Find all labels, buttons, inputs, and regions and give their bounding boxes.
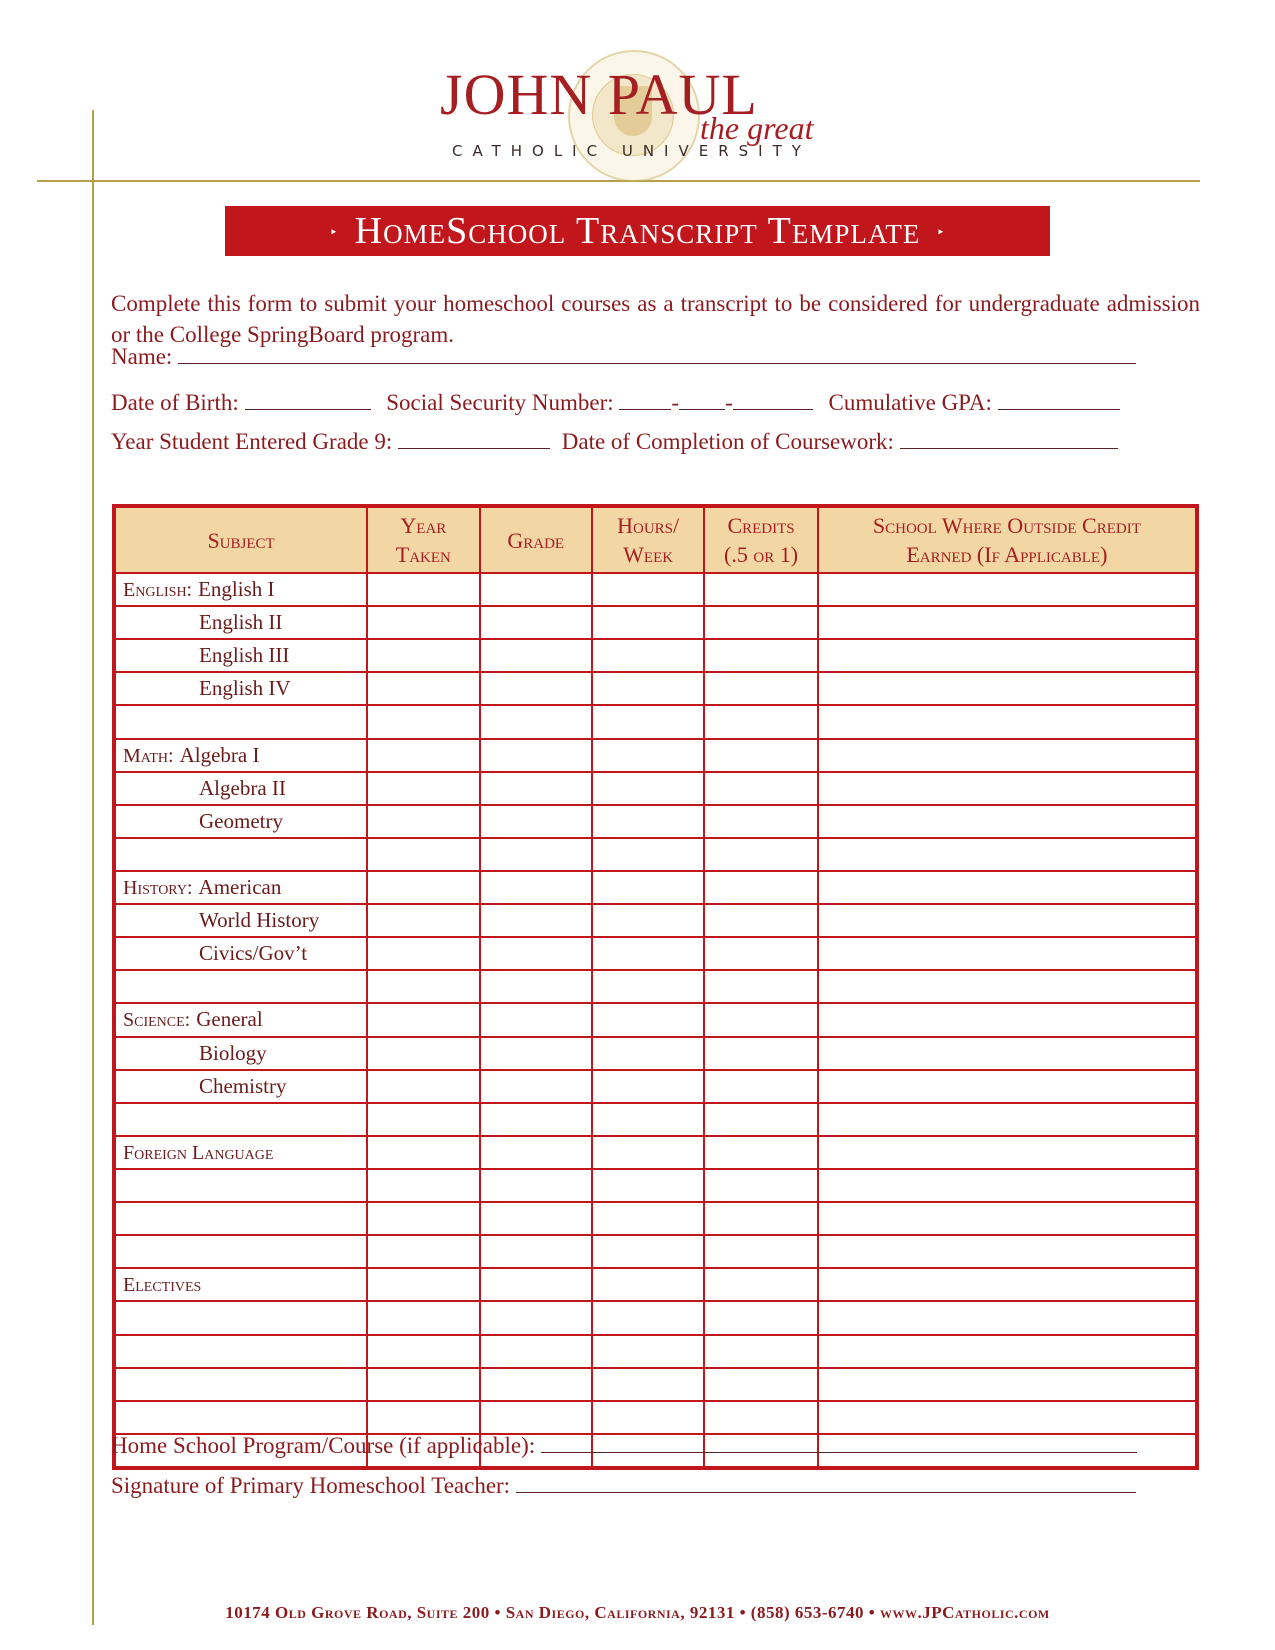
credits-cell[interactable] bbox=[704, 871, 817, 904]
grade-cell[interactable] bbox=[480, 871, 592, 904]
outside-credit-cell[interactable] bbox=[818, 672, 1197, 705]
grade-cell[interactable] bbox=[480, 805, 592, 838]
table-row bbox=[114, 705, 1197, 738]
ssn-field-1[interactable] bbox=[619, 389, 671, 410]
subject-cell[interactable] bbox=[114, 1268, 367, 1301]
year-taken-cell[interactable] bbox=[367, 639, 479, 672]
name-row bbox=[111, 343, 1136, 370]
credits-cell[interactable] bbox=[704, 1235, 817, 1268]
subject-cell[interactable] bbox=[114, 1235, 367, 1268]
subject-cell[interactable] bbox=[114, 1003, 367, 1036]
credits-cell[interactable] bbox=[704, 739, 817, 772]
year-taken-cell[interactable] bbox=[367, 838, 479, 871]
course-name: Civics/Gov’t bbox=[199, 941, 308, 966]
grade-cell[interactable] bbox=[480, 1070, 592, 1103]
hours-week-cell[interactable] bbox=[592, 1070, 704, 1103]
table-row bbox=[114, 805, 1197, 838]
credits-cell[interactable] bbox=[704, 937, 817, 970]
subject-cell[interactable] bbox=[114, 970, 367, 1003]
grade-cell[interactable] bbox=[480, 1335, 592, 1368]
completion-field[interactable] bbox=[900, 428, 1118, 449]
outside-credit-header: School Where Outside Credit Earned (If Applicable) bbox=[818, 506, 1197, 573]
year-taken-cell[interactable] bbox=[367, 772, 479, 805]
credits-cell[interactable] bbox=[704, 1202, 817, 1235]
credits-cell[interactable] bbox=[704, 904, 817, 937]
table-row bbox=[114, 970, 1197, 1003]
hours-week-cell[interactable] bbox=[592, 705, 704, 738]
hours-week-cell[interactable] bbox=[592, 871, 704, 904]
grade-cell[interactable] bbox=[480, 1103, 592, 1136]
course-name: English III bbox=[199, 643, 290, 668]
gpa-field[interactable] bbox=[998, 389, 1120, 410]
outside-credit-cell[interactable] bbox=[818, 639, 1197, 672]
credits-cell[interactable] bbox=[704, 1003, 817, 1036]
hours-week-cell[interactable] bbox=[592, 739, 704, 772]
outside-credit-cell[interactable] bbox=[818, 1169, 1197, 1202]
dob-label: Date of Birth: bbox=[111, 390, 239, 415]
year-taken-cell[interactable] bbox=[367, 1003, 479, 1036]
year-taken-header: Year Taken bbox=[367, 506, 479, 573]
completion-label: Date of Completion of Coursework: bbox=[561, 429, 894, 454]
outside-credit-cell[interactable] bbox=[818, 970, 1197, 1003]
gpa-label: Cumulative GPA: bbox=[828, 390, 992, 415]
subject-cell[interactable] bbox=[114, 871, 367, 904]
grade-cell[interactable] bbox=[480, 1136, 592, 1169]
outside-credit-cell[interactable] bbox=[818, 1235, 1197, 1268]
credits-cell[interactable] bbox=[704, 1268, 817, 1301]
grade9-row bbox=[111, 428, 1118, 455]
hours-week-cell[interactable] bbox=[592, 838, 704, 871]
subject-cell[interactable] bbox=[114, 1335, 367, 1368]
table-header-row bbox=[114, 506, 1197, 573]
gold-vertical-rule bbox=[92, 110, 94, 1625]
course-name: English IV bbox=[199, 676, 291, 701]
credits-cell[interactable] bbox=[704, 672, 817, 705]
year-taken-cell[interactable] bbox=[367, 1169, 479, 1202]
hours-week-cell[interactable] bbox=[592, 1103, 704, 1136]
ssn-field-3[interactable] bbox=[733, 389, 813, 410]
subject-cell[interactable] bbox=[114, 1070, 367, 1103]
outside-credit-cell[interactable] bbox=[818, 805, 1197, 838]
outside-credit-cell[interactable] bbox=[818, 1037, 1197, 1070]
subject-cell[interactable] bbox=[114, 1301, 367, 1334]
signature-field[interactable] bbox=[516, 1472, 1136, 1493]
credits-cell[interactable] bbox=[704, 838, 817, 871]
table-row bbox=[114, 1070, 1197, 1103]
year-taken-cell[interactable] bbox=[367, 805, 479, 838]
logo-main-text: JOHN PAUL bbox=[440, 62, 758, 127]
year-taken-cell[interactable] bbox=[367, 937, 479, 970]
program-field[interactable] bbox=[541, 1432, 1137, 1453]
subject-cell[interactable] bbox=[114, 705, 367, 738]
grade-cell[interactable] bbox=[480, 838, 592, 871]
ornament-right: ‣ bbox=[936, 226, 946, 242]
year-taken-cell[interactable] bbox=[367, 705, 479, 738]
course-name: World History bbox=[199, 908, 320, 933]
subject-cell[interactable] bbox=[114, 838, 367, 871]
table-row bbox=[114, 1003, 1197, 1036]
course-name: American bbox=[198, 875, 282, 900]
subject-cell[interactable] bbox=[114, 1037, 367, 1070]
credits-cell[interactable] bbox=[704, 573, 817, 606]
subject-category: Math: bbox=[123, 744, 174, 767]
grade-cell[interactable] bbox=[480, 573, 592, 606]
hours-week-cell[interactable] bbox=[592, 937, 704, 970]
table-row bbox=[114, 1103, 1197, 1136]
hours-week-cell[interactable] bbox=[592, 772, 704, 805]
credits-cell[interactable] bbox=[704, 1169, 817, 1202]
hours-week-header: Hours/ Week bbox=[592, 506, 704, 573]
hours-week-cell[interactable] bbox=[592, 1368, 704, 1401]
subject-category: Science: bbox=[123, 1009, 191, 1032]
year-taken-cell[interactable] bbox=[367, 1136, 479, 1169]
outside-credit-cell[interactable] bbox=[818, 937, 1197, 970]
year-taken-cell[interactable] bbox=[367, 1103, 479, 1136]
outside-credit-cell[interactable] bbox=[818, 1103, 1197, 1136]
table-row bbox=[114, 672, 1197, 705]
table-row bbox=[114, 1401, 1197, 1434]
table-row bbox=[114, 871, 1197, 904]
hours-week-cell[interactable] bbox=[592, 1003, 704, 1036]
table-row bbox=[114, 573, 1197, 606]
hours-week-cell[interactable] bbox=[592, 639, 704, 672]
hours-week-cell[interactable] bbox=[592, 904, 704, 937]
credits-header: Credits (.5 or 1) bbox=[704, 506, 817, 573]
course-name: Chemistry bbox=[199, 1073, 287, 1098]
year-taken-cell[interactable] bbox=[367, 1070, 479, 1103]
grade-cell[interactable] bbox=[480, 772, 592, 805]
grade-cell[interactable] bbox=[480, 1037, 592, 1070]
table-row bbox=[114, 1268, 1197, 1301]
table-row bbox=[114, 772, 1197, 805]
intro-paragraph: Complete this form to submit your homeschool courses as a transcript to be considered for undergraduate admission or the College SpringBoard program. bbox=[111, 291, 1200, 347]
table-row bbox=[114, 1136, 1197, 1169]
hours-week-cell[interactable] bbox=[592, 970, 704, 1003]
credits-cell[interactable] bbox=[704, 1136, 817, 1169]
course-name: English I bbox=[198, 577, 275, 602]
hours-week-cell[interactable] bbox=[592, 1401, 704, 1434]
subject-cell[interactable] bbox=[114, 1136, 367, 1169]
table-row bbox=[114, 937, 1197, 970]
subject-category: Electives bbox=[123, 1274, 202, 1297]
table-row bbox=[114, 1037, 1197, 1070]
grade-cell[interactable] bbox=[480, 705, 592, 738]
grade-cell[interactable] bbox=[480, 937, 592, 970]
year-taken-cell[interactable] bbox=[367, 573, 479, 606]
credits-cell[interactable] bbox=[704, 1037, 817, 1070]
ssn-separator-1: - bbox=[671, 390, 680, 415]
table-row bbox=[114, 606, 1197, 639]
year-taken-cell[interactable] bbox=[367, 871, 479, 904]
program-label: Home School Program/Course (if applicable): bbox=[111, 1433, 536, 1458]
grade-cell[interactable] bbox=[480, 1003, 592, 1036]
title-banner bbox=[225, 206, 1050, 256]
grade-cell[interactable] bbox=[480, 904, 592, 937]
grade-cell[interactable] bbox=[480, 1268, 592, 1301]
credits-cell[interactable] bbox=[704, 1103, 817, 1136]
program-row bbox=[111, 1432, 1137, 1459]
course-name: Algebra I bbox=[179, 742, 260, 767]
grade9-label: Year Student Entered Grade 9: bbox=[111, 429, 393, 454]
subject-category: English: bbox=[123, 579, 193, 602]
table-row bbox=[114, 1368, 1197, 1401]
subject-cell[interactable] bbox=[114, 805, 367, 838]
name-field[interactable] bbox=[178, 343, 1136, 364]
table-row bbox=[114, 1202, 1197, 1235]
outside-credit-cell[interactable] bbox=[818, 1136, 1197, 1169]
subject-cell[interactable] bbox=[114, 772, 367, 805]
credits-cell[interactable] bbox=[704, 1335, 817, 1368]
outside-credit-cell[interactable] bbox=[818, 705, 1197, 738]
grade-cell[interactable] bbox=[480, 1169, 592, 1202]
ssn-label: Social Security Number: bbox=[386, 390, 614, 415]
subject-cell[interactable] bbox=[114, 1368, 367, 1401]
name-label: Name: bbox=[111, 344, 173, 369]
page-title: HomeSchool Transcript Template bbox=[354, 210, 921, 252]
credits-cell[interactable] bbox=[704, 805, 817, 838]
credits-cell[interactable] bbox=[704, 1070, 817, 1103]
hours-week-cell[interactable] bbox=[592, 1301, 704, 1334]
address-footer: 10174 Old Grove Road, Suite 200 • San Diego, California, 92131 • (858) 653-6740 • www.JPCatholic.com bbox=[225, 1603, 1050, 1622]
outside-credit-cell[interactable] bbox=[818, 573, 1197, 606]
ssn-separator-2: - bbox=[725, 390, 733, 415]
year-taken-cell[interactable] bbox=[367, 1368, 479, 1401]
outside-credit-cell[interactable] bbox=[818, 1401, 1197, 1434]
credits-cell[interactable] bbox=[704, 1368, 817, 1401]
table-row bbox=[114, 1235, 1197, 1268]
table-row bbox=[114, 838, 1197, 871]
grade-cell[interactable] bbox=[480, 739, 592, 772]
subject-category: History: bbox=[123, 877, 193, 900]
ornament-left: ‣ bbox=[329, 226, 339, 242]
subject-cell[interactable] bbox=[114, 1103, 367, 1136]
credits-cell[interactable] bbox=[704, 606, 817, 639]
hours-week-cell[interactable] bbox=[592, 672, 704, 705]
ssn-field-2[interactable] bbox=[679, 389, 725, 410]
subject-cell[interactable] bbox=[114, 606, 367, 639]
subject-cell[interactable] bbox=[114, 639, 367, 672]
grade9-field[interactable] bbox=[398, 428, 550, 449]
course-name: Geometry bbox=[199, 808, 283, 833]
subject-cell[interactable] bbox=[114, 672, 367, 705]
credits-cell[interactable] bbox=[704, 1401, 817, 1434]
subject-cell[interactable] bbox=[114, 1202, 367, 1235]
subject-cell[interactable] bbox=[114, 573, 367, 606]
transcript-table bbox=[112, 504, 1199, 1470]
hours-week-cell[interactable] bbox=[592, 805, 704, 838]
credits-cell[interactable] bbox=[704, 772, 817, 805]
hours-week-cell[interactable] bbox=[592, 1268, 704, 1301]
outside-credit-cell[interactable] bbox=[818, 838, 1197, 871]
hours-week-cell[interactable] bbox=[592, 1202, 704, 1235]
subject-cell[interactable] bbox=[114, 904, 367, 937]
outside-credit-cell[interactable] bbox=[818, 1335, 1197, 1368]
hours-week-cell[interactable] bbox=[592, 606, 704, 639]
credits-cell[interactable] bbox=[704, 1301, 817, 1334]
year-taken-cell[interactable] bbox=[367, 1301, 479, 1334]
year-taken-cell[interactable] bbox=[367, 1268, 479, 1301]
outside-credit-cell[interactable] bbox=[818, 1268, 1197, 1301]
year-taken-cell[interactable] bbox=[367, 904, 479, 937]
outside-credit-cell[interactable] bbox=[818, 739, 1197, 772]
signature-row bbox=[111, 1472, 1136, 1499]
year-taken-cell[interactable] bbox=[367, 672, 479, 705]
outside-credit-cell[interactable] bbox=[818, 772, 1197, 805]
hours-week-cell[interactable] bbox=[592, 573, 704, 606]
hours-week-cell[interactable] bbox=[592, 1037, 704, 1070]
credits-cell[interactable] bbox=[704, 970, 817, 1003]
table-row bbox=[114, 904, 1197, 937]
transcript-table-body bbox=[114, 573, 1197, 1468]
year-taken-cell[interactable] bbox=[367, 1202, 479, 1235]
subject-category: Foreign Language bbox=[123, 1141, 274, 1164]
hours-week-cell[interactable] bbox=[592, 1235, 704, 1268]
grade-cell[interactable] bbox=[480, 606, 592, 639]
grade-cell[interactable] bbox=[480, 970, 592, 1003]
credits-cell[interactable] bbox=[704, 705, 817, 738]
grade-cell[interactable] bbox=[480, 672, 592, 705]
outside-credit-cell[interactable] bbox=[818, 1301, 1197, 1334]
subject-cell[interactable] bbox=[114, 739, 367, 772]
grade-cell[interactable] bbox=[480, 1368, 592, 1401]
outside-credit-cell[interactable] bbox=[818, 1003, 1197, 1036]
year-taken-cell[interactable] bbox=[367, 1235, 479, 1268]
outside-credit-cell[interactable] bbox=[818, 1368, 1197, 1401]
course-name: English II bbox=[199, 610, 283, 635]
year-taken-cell[interactable] bbox=[367, 606, 479, 639]
year-taken-cell[interactable] bbox=[367, 1401, 479, 1434]
subject-cell[interactable] bbox=[114, 1169, 367, 1202]
year-taken-cell[interactable] bbox=[367, 1037, 479, 1070]
course-name: Algebra II bbox=[199, 775, 286, 800]
outside-credit-cell[interactable] bbox=[818, 904, 1197, 937]
logo-script-text: the great bbox=[700, 110, 814, 146]
table-row bbox=[114, 1169, 1197, 1202]
hours-week-cell[interactable] bbox=[592, 1335, 704, 1368]
outside-credit-cell[interactable] bbox=[818, 871, 1197, 904]
hours-week-cell[interactable] bbox=[592, 1136, 704, 1169]
grade-cell[interactable] bbox=[480, 1202, 592, 1235]
grade-cell[interactable] bbox=[480, 1301, 592, 1334]
grade-cell[interactable] bbox=[480, 1401, 592, 1434]
table-row bbox=[114, 1301, 1197, 1334]
grade-cell[interactable] bbox=[480, 1235, 592, 1268]
grade-cell[interactable] bbox=[480, 639, 592, 672]
credits-cell[interactable] bbox=[704, 639, 817, 672]
outside-credit-cell[interactable] bbox=[818, 606, 1197, 639]
signature-label: Signature of Primary Homeschool Teacher: bbox=[111, 1473, 511, 1498]
grade-header: Grade bbox=[480, 506, 592, 573]
outside-credit-cell[interactable] bbox=[818, 1070, 1197, 1103]
year-taken-cell[interactable] bbox=[367, 739, 479, 772]
course-name: Biology bbox=[199, 1040, 267, 1065]
dob-row bbox=[111, 389, 1120, 416]
subject-cell[interactable] bbox=[114, 1401, 367, 1434]
table-row bbox=[114, 739, 1197, 772]
year-taken-cell[interactable] bbox=[367, 1335, 479, 1368]
logo-subtitle: CATHOLIC UNIVERSITY bbox=[452, 142, 811, 160]
subject-header: Subject bbox=[114, 506, 367, 573]
year-taken-cell[interactable] bbox=[367, 970, 479, 1003]
hours-week-cell[interactable] bbox=[592, 1169, 704, 1202]
dob-field[interactable] bbox=[245, 389, 371, 410]
table-row bbox=[114, 1335, 1197, 1368]
table-row bbox=[114, 639, 1197, 672]
outside-credit-cell[interactable] bbox=[818, 1202, 1197, 1235]
course-name: General bbox=[196, 1007, 263, 1032]
subject-cell[interactable] bbox=[114, 937, 367, 970]
